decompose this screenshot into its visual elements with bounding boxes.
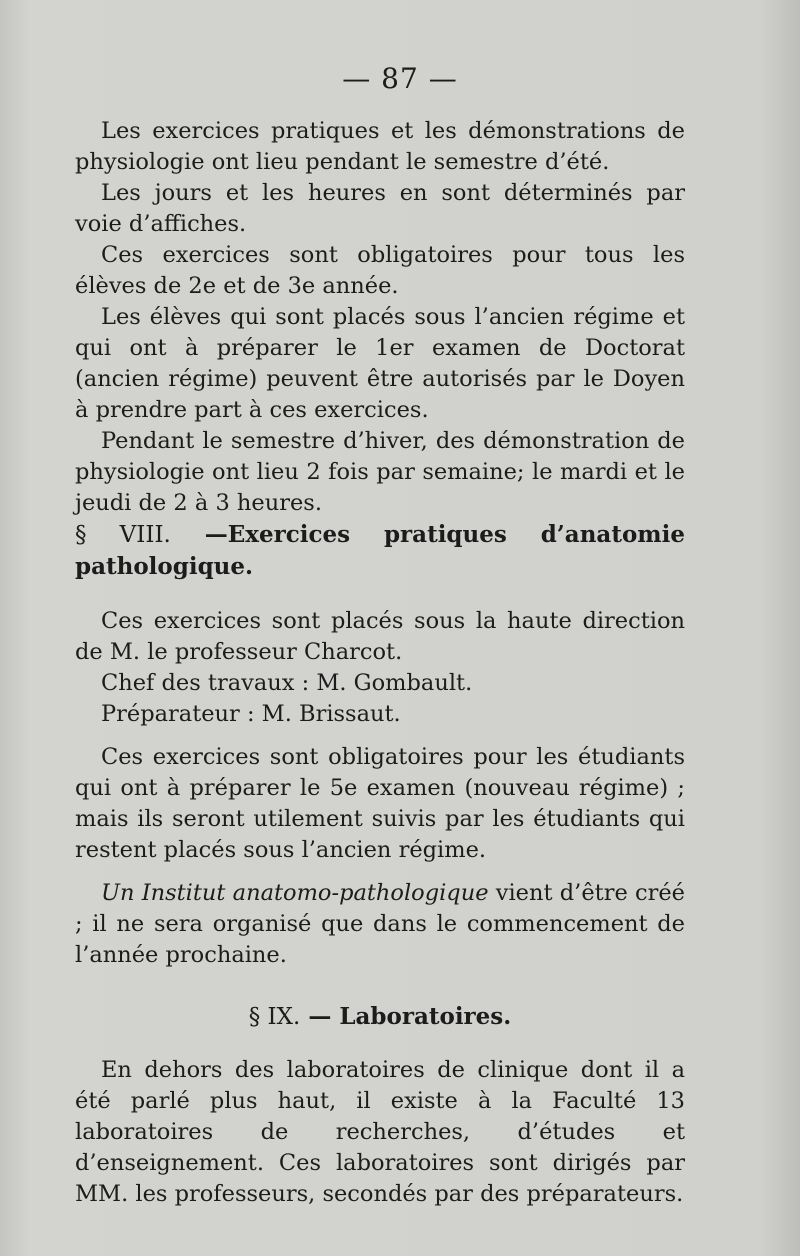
institut-italic: Un Institut anatomo-pathologique <box>101 880 489 906</box>
paragraph-chef-travaux: Chef des travaux : M. Gombault. <box>101 670 473 696</box>
page-body <box>75 116 685 1210</box>
page-number: — 87 — <box>342 62 458 95</box>
paragraph-direction: Ces exercices sont placés sous la haute direction de M. le professeur Charcot. <box>75 608 685 665</box>
section-8-title: —Exercices pratiques d’anatomie pathologique. <box>75 521 685 580</box>
paragraph-obligatoires: Ces exercices sont obligatoires pour tous les élèves de 2e et de 3e année. <box>75 242 685 299</box>
section-9-number: § IX. <box>248 1004 301 1030</box>
paragraph-institut <box>75 878 685 971</box>
paragraph-preparateur: Préparateur : M. Brissaut. <box>101 701 401 727</box>
section-9-heading <box>75 1001 685 1033</box>
section-8-number: § VIII. <box>75 522 171 548</box>
paragraph-jours: Les jours et les heures en sont déterminés par voie d’affiches. <box>75 180 685 237</box>
paragraph-ancien-regime: Les élèves qui sont placés sous l’ancien régime et qui ont à préparer le 1er examen de Doctorat (ancien régime) peuvent être autorisés par le Doyen à prendre part à ces exercices. <box>75 304 685 423</box>
paragraph-laboratoires: En dehors des laboratoires de clinique dont il a été parlé plus haut, il existe à la Faculté 13 laboratoires de recherches, d’études et d’enseignement. Ces laboratoires sont dirigés par MM. les professeurs, secondés par des préparateurs. <box>75 1057 685 1207</box>
paragraph-etudiants: Ces exercices sont obligatoires pour les étudiants qui ont à préparer le 5e examen (nouveau régime) ; mais ils seront utilement suivis par les étudiants qui restent placés sous l’ancien régime. <box>75 744 685 863</box>
paragraph-exercices: Les exercices pratiques et les démonstrations de physiologie ont lieu pendant le semestre d’été. <box>75 118 685 175</box>
paragraph-semestre-hiver: Pendant le semestre d’hiver, des démonstration de physiologie ont lieu 2 fois par semaine; le mardi et le jeudi de 2 à 3 heures. <box>75 428 685 516</box>
section-8-heading <box>75 519 685 582</box>
section-9-title: — Laboratoires. <box>308 1003 512 1030</box>
institut-rest: vient d’être créé ; il ne sera organisé que dans le commencement de l’année prochaine. <box>75 880 685 968</box>
